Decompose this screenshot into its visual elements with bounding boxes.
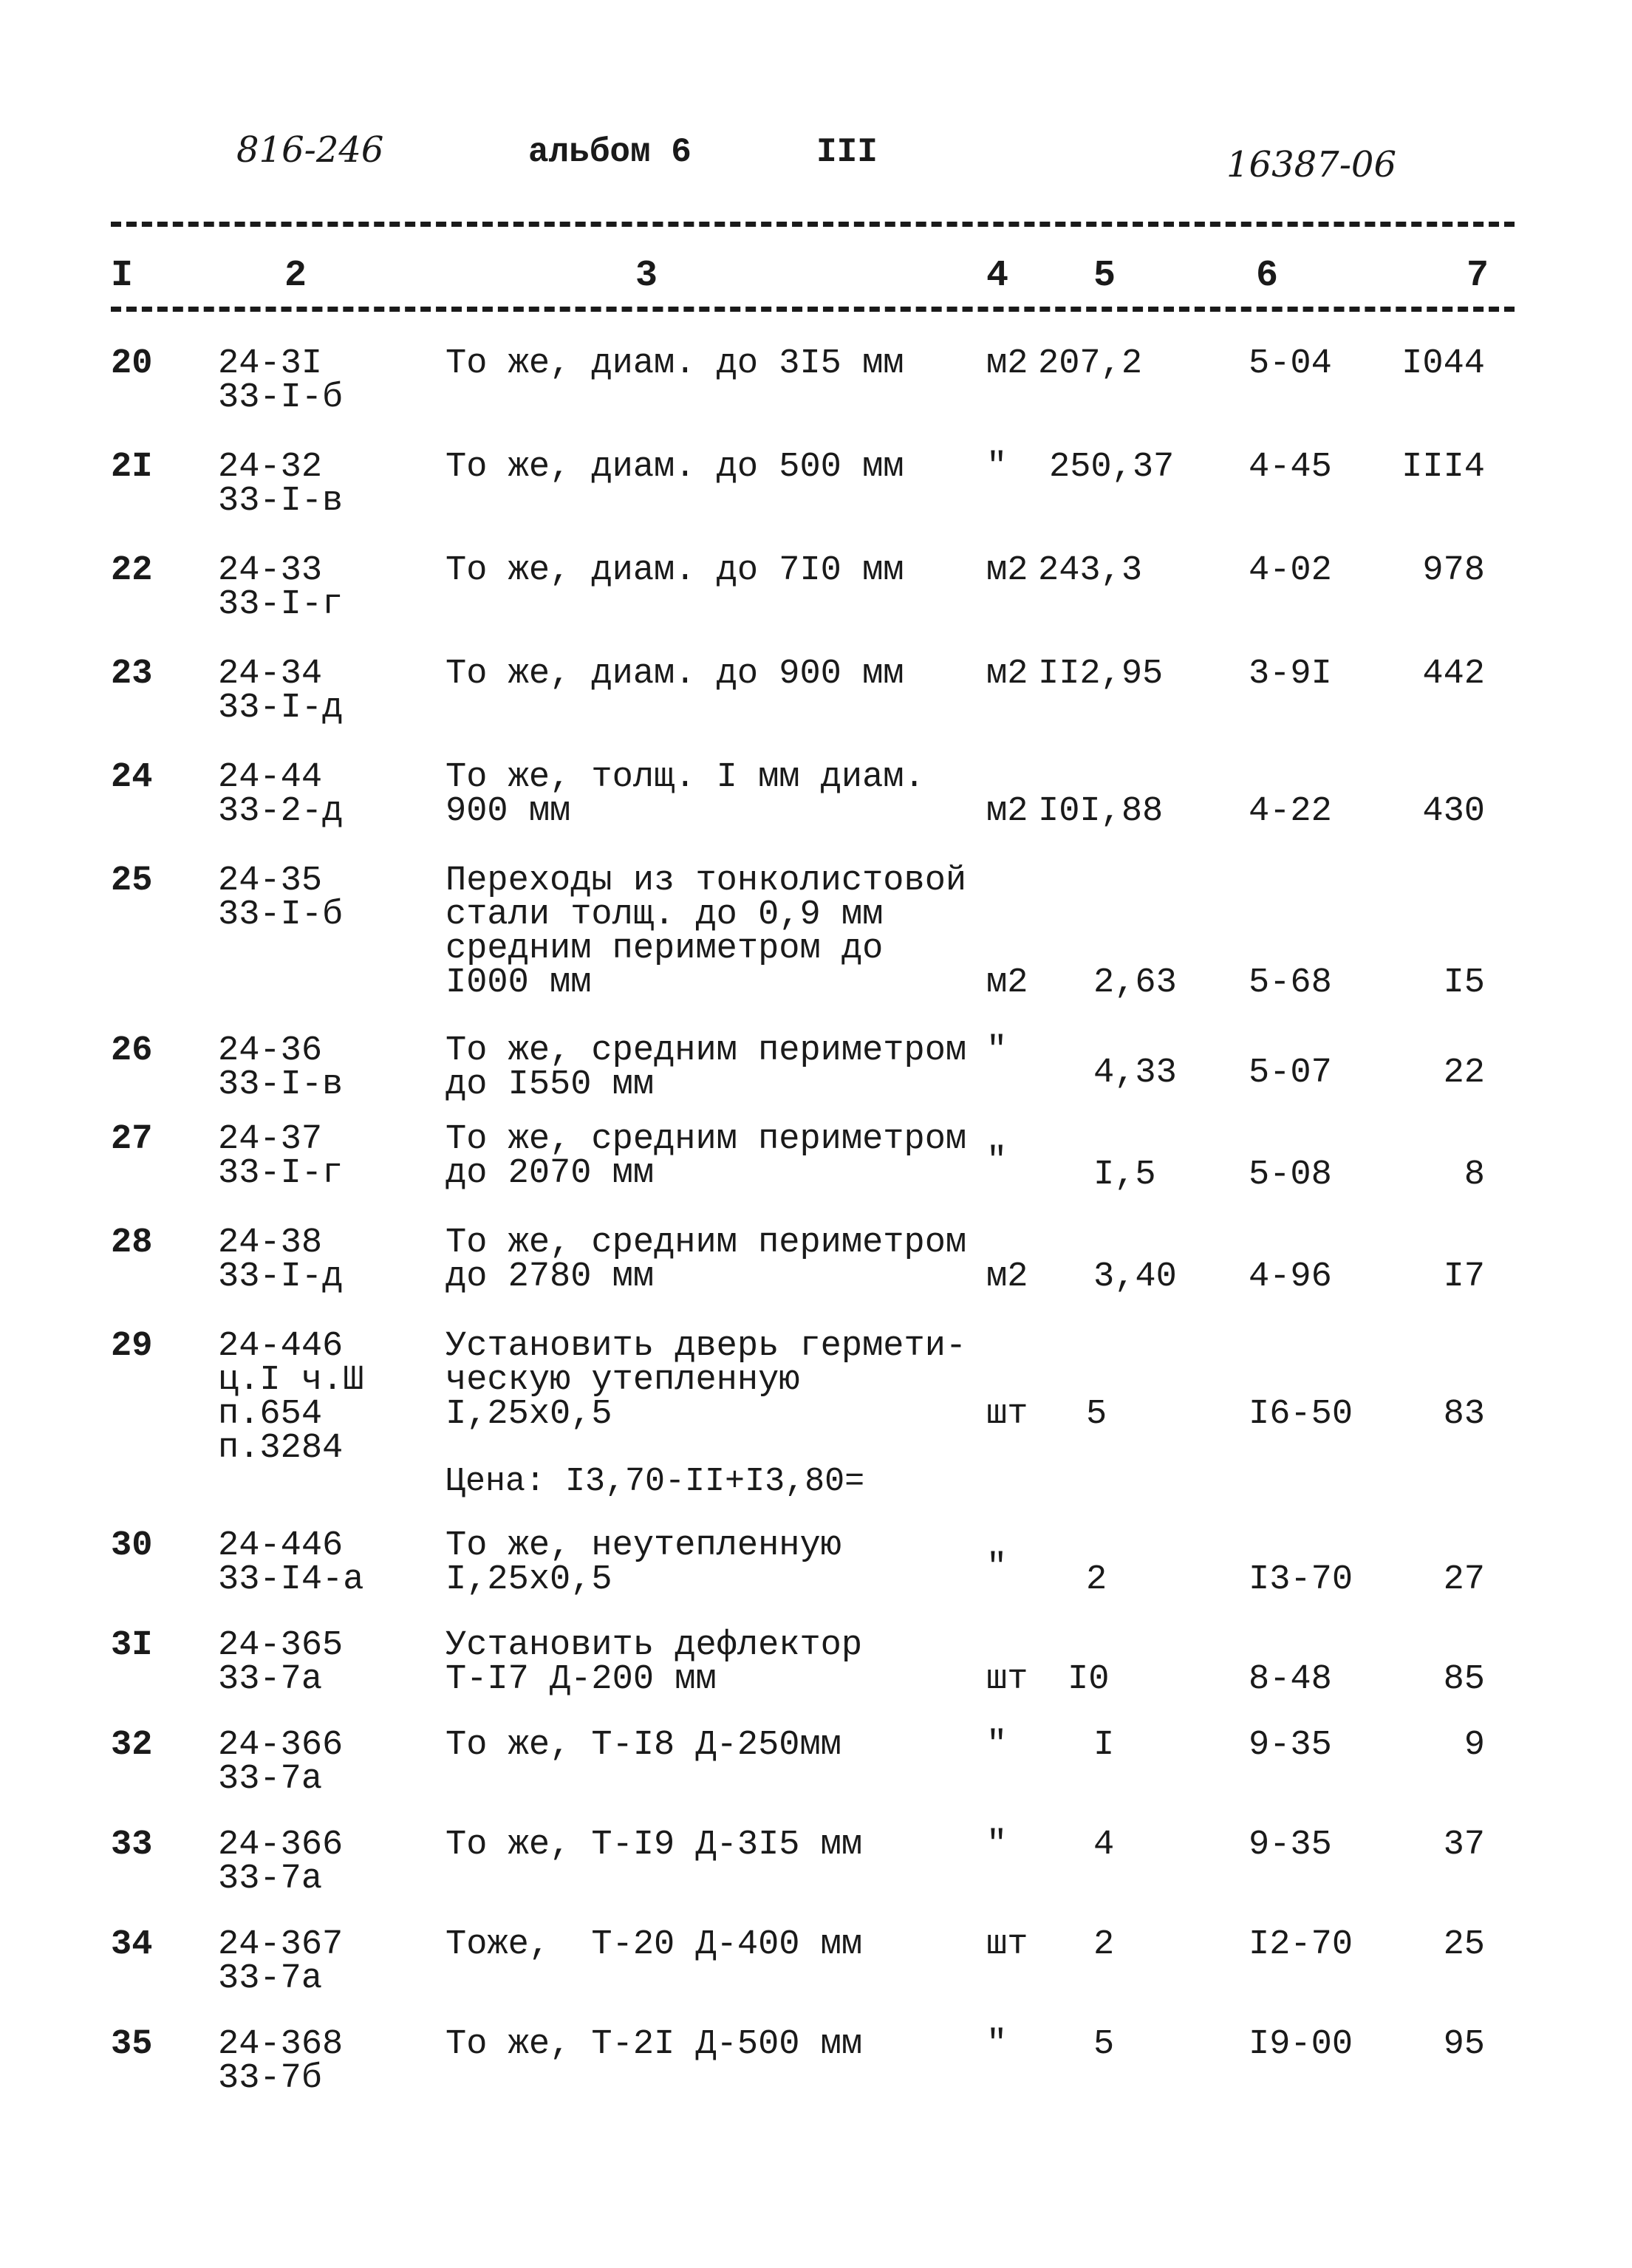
row-number: 25 — [111, 861, 153, 901]
row-number: 33 — [111, 1825, 153, 1865]
row-unit: м2 — [986, 655, 1028, 694]
price-note: Цена: I3,70-II+I3,80= — [445, 1463, 865, 1500]
document-code: 816-246 — [236, 129, 384, 171]
row-quantity: 250,37 — [1049, 448, 1175, 487]
row-price: I2-70 — [1249, 1925, 1353, 1964]
row-unit: " — [986, 1142, 1008, 1181]
row-number: 3I — [111, 1626, 153, 1665]
row-code: 24-446 33-I4-а — [218, 1526, 364, 1599]
column-header-4: 4 — [986, 255, 1009, 297]
row-price: 9-35 — [1249, 1825, 1332, 1865]
row-unit: шт — [986, 1925, 1028, 1964]
row-description: То же, средним периметром до 2780 мм — [445, 1223, 967, 1297]
row-price: I9-00 — [1249, 2025, 1353, 2064]
row-unit: " — [986, 1031, 1008, 1070]
row-quantity: II2,95 — [1038, 655, 1164, 694]
row-code: 24-366 33-7а — [218, 1726, 344, 1799]
row-description: Тоже, Т-20 Д-400 мм — [445, 1925, 863, 1964]
row-quantity: 2 — [1093, 1925, 1115, 1964]
row-description: То же, диам. до 900 мм — [445, 655, 904, 694]
page-number: III — [816, 133, 878, 171]
row-description: Переходы из тонколистовой стали толщ. до 0,9 мм средним периметром до I000 мм — [445, 861, 967, 1003]
row-number: 30 — [111, 1526, 153, 1565]
row-quantity: 5 — [1093, 2025, 1115, 2064]
column-header-1: I — [111, 255, 134, 297]
row-description: Установить дверь гермети- ческую утепленную I,25х0,5 — [445, 1327, 967, 1434]
row-total: I044 — [1401, 344, 1485, 383]
row-quantity: I,5 — [1093, 1155, 1156, 1195]
row-description: Установить дефлектор Т-I7 Д-200 мм — [445, 1626, 863, 1699]
row-code: 24-366 33-7а — [218, 1825, 344, 1899]
row-total: 37 — [1443, 1825, 1485, 1865]
row-unit: " — [986, 2025, 1008, 2064]
row-number: 28 — [111, 1223, 153, 1263]
row-unit: шт — [986, 1395, 1028, 1434]
row-description: То же, неутепленную I,25х0,5 — [445, 1526, 841, 1599]
header-dashed-rule — [111, 307, 1515, 312]
album-label: альбом 6 — [528, 133, 692, 171]
row-unit: м2 — [986, 792, 1028, 831]
row-number: 32 — [111, 1726, 153, 1765]
row-unit: " — [986, 1726, 1008, 1765]
row-code: 24-446 ц.I ч.Ш п.654 п.3284 — [218, 1327, 364, 1468]
column-header-6: 6 — [1256, 255, 1279, 297]
row-price: 3-9I — [1249, 655, 1332, 694]
column-header-3: 3 — [635, 255, 658, 297]
row-total: 430 — [1422, 792, 1485, 831]
row-total: 27 — [1443, 1560, 1485, 1599]
row-total: 25 — [1443, 1925, 1485, 1964]
row-total: III4 — [1401, 448, 1485, 487]
row-description: То же, Т-I8 Д-250мм — [445, 1726, 841, 1765]
row-code: 24-32 33-I-в — [218, 448, 344, 521]
row-code: 24-33 33-I-г — [218, 551, 344, 624]
row-description: То же, диам. до 3I5 мм — [445, 344, 904, 383]
row-description: То же, Т-I9 Д-3I5 мм — [445, 1825, 863, 1865]
row-unit: м2 — [986, 344, 1028, 383]
row-number: 24 — [111, 758, 153, 797]
row-code: 24-365 33-7а — [218, 1626, 344, 1699]
row-description: То же, толщ. I мм диам. 900 мм — [445, 758, 925, 831]
row-quantity: 207,2 — [1038, 344, 1143, 383]
column-header-7: 7 — [1467, 255, 1489, 297]
row-code: 24-36 33-I-в — [218, 1031, 344, 1104]
row-code: 24-3I 33-I-б — [218, 344, 344, 417]
row-unit: м2 — [986, 551, 1028, 590]
row-code: 24-34 33-I-д — [218, 655, 344, 728]
row-price: I3-70 — [1249, 1560, 1353, 1599]
row-total: 83 — [1443, 1395, 1485, 1434]
row-number: 2I — [111, 448, 153, 487]
row-description: То же, Т-2I Д-500 мм — [445, 2025, 863, 2064]
row-description: То же, средним периметром до 2070 мм — [445, 1120, 967, 1193]
row-description: То же, диам. до 500 мм — [445, 448, 904, 487]
row-total: 978 — [1422, 551, 1485, 590]
row-price: 4-45 — [1249, 448, 1332, 487]
row-quantity: 2,63 — [1093, 963, 1177, 1003]
row-price: 8-48 — [1249, 1660, 1332, 1699]
row-description: То же, средним периметром до I550 мм — [445, 1031, 967, 1104]
row-number: 22 — [111, 551, 153, 590]
row-code: 24-38 33-I-д — [218, 1223, 344, 1297]
column-header-5: 5 — [1093, 255, 1116, 297]
row-quantity: 243,3 — [1038, 551, 1143, 590]
row-number: 23 — [111, 655, 153, 694]
row-quantity: 2 — [1086, 1560, 1107, 1599]
row-number: 27 — [111, 1120, 153, 1159]
row-code: 24-368 33-7б — [218, 2025, 344, 2098]
row-unit: " — [986, 448, 1008, 487]
row-quantity: 3,40 — [1093, 1257, 1177, 1297]
row-unit: шт — [986, 1660, 1028, 1699]
row-unit: " — [986, 1548, 1008, 1588]
row-total: 95 — [1443, 2025, 1485, 2064]
row-total: 9 — [1464, 1726, 1485, 1765]
row-number: 34 — [111, 1925, 153, 1964]
row-number: 35 — [111, 2025, 153, 2064]
row-code: 24-37 33-I-г — [218, 1120, 344, 1193]
row-quantity: 4 — [1093, 1825, 1115, 1865]
row-quantity: 4,33 — [1093, 1053, 1177, 1093]
row-code: 24-35 33-I-б — [218, 861, 344, 935]
row-total: 8 — [1464, 1155, 1485, 1195]
row-code: 24-367 33-7а — [218, 1925, 344, 1998]
column-header-2: 2 — [284, 255, 307, 297]
row-price: 5-04 — [1249, 344, 1332, 383]
row-quantity: I — [1093, 1726, 1115, 1765]
row-unit: м2 — [986, 1257, 1028, 1297]
row-code: 24-44 33-2-д — [218, 758, 344, 831]
row-total: I7 — [1443, 1257, 1485, 1297]
row-unit: " — [986, 1825, 1008, 1865]
row-price: 4-96 — [1249, 1257, 1332, 1297]
row-total: 442 — [1422, 655, 1485, 694]
row-total: 85 — [1443, 1660, 1485, 1699]
order-number: 16387-06 — [1226, 144, 1396, 185]
row-price: 5-68 — [1249, 963, 1332, 1003]
row-number: 20 — [111, 344, 153, 383]
row-price: 5-08 — [1249, 1155, 1332, 1195]
row-price: I6-50 — [1249, 1395, 1353, 1434]
row-unit: м2 — [986, 963, 1028, 1003]
row-quantity: I0I,88 — [1038, 792, 1164, 831]
row-description: То же, диам. до 7I0 мм — [445, 551, 904, 590]
row-number: 29 — [111, 1327, 153, 1366]
row-quantity: 5 — [1086, 1395, 1107, 1434]
row-price: 4-22 — [1249, 792, 1332, 831]
top-dashed-rule — [111, 222, 1515, 227]
row-price: 9-35 — [1249, 1726, 1332, 1765]
row-price: 4-02 — [1249, 551, 1332, 590]
row-total: I5 — [1443, 963, 1485, 1003]
row-price: 5-07 — [1249, 1053, 1332, 1093]
row-number: 26 — [111, 1031, 153, 1070]
row-total: 22 — [1443, 1053, 1485, 1093]
row-quantity: I0 — [1068, 1660, 1110, 1699]
